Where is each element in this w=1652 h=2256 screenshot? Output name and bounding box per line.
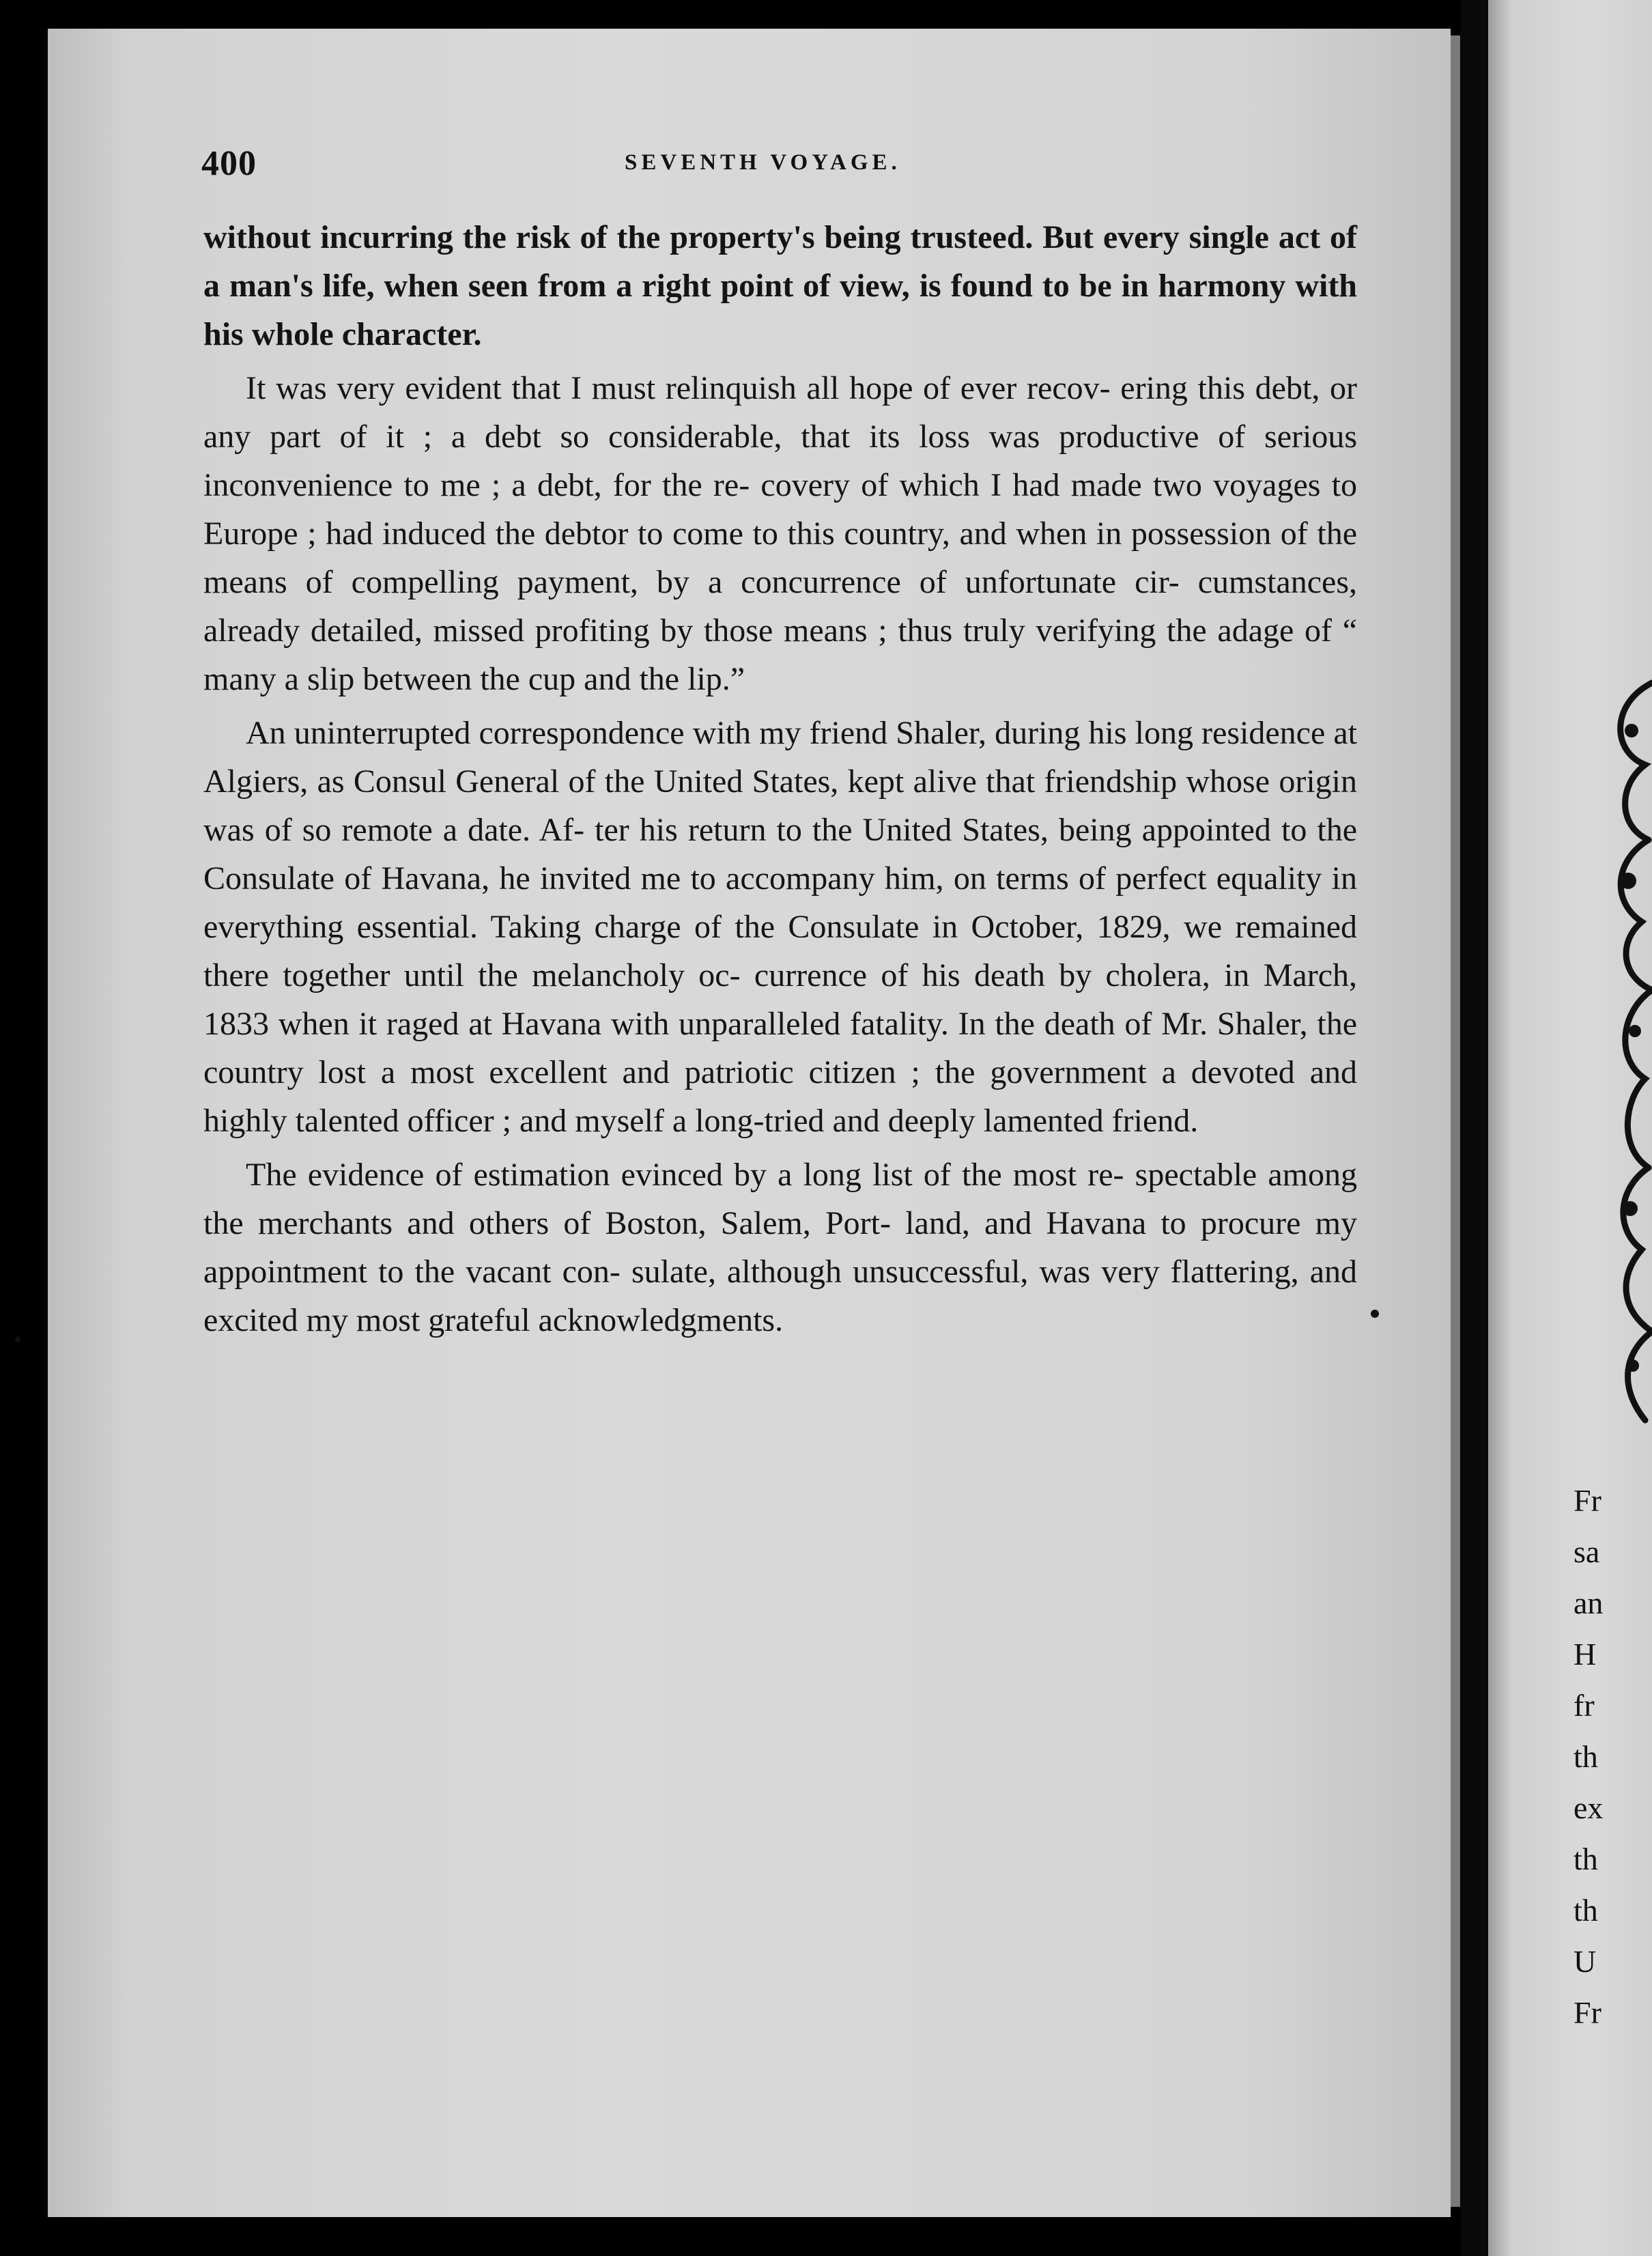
fragment-line: sa	[1573, 1534, 1600, 1569]
paragraph-shaler: An uninterrupted correspondence with my friend Shaler, during his long residence at Algiers, as Consul General of the United States, kept alive that friendship whose origin was of so remote a date. Af- ter his return to the United States, being appointed to the Consulate of Havana, he invited me to accompany him, on terms of perfect equality in everything essential. Taking charge of the Consulate in October, 1829, we remained there together until the melancholy oc- currence of his death by cholera, in March, 1833 when it raged at Havana with unparalleled fatality. In the death of Mr. Shaler, the country lost a most excellent and patriotic citizen ; the government a devoted and highly talented officer ; and myself a long-tried and deeply lamented friend.	[203, 715, 1357, 1139]
book-gutter	[1461, 0, 1488, 2256]
ink-speck	[15, 1337, 20, 1342]
fragment-line: th	[1573, 1842, 1598, 1876]
fragment-line: H	[1573, 1637, 1597, 1672]
fragment-line: an	[1573, 1585, 1604, 1620]
paragraph-appointment: The evidence of estimation evinced by a long list of the most re- spectable among the merchants and others of Boston, Salem, Port- land, and Havana to procure my appointment to the vacant con- sulate, although unsuccessful, was very flattering, and excited my most grateful acknowledgments.	[203, 1157, 1357, 1338]
fragment-line: fr	[1573, 1688, 1595, 1723]
facing-page-ornament	[1604, 676, 1652, 1434]
chapter-heading: SEVENTH VOYAGE.	[625, 150, 901, 175]
fragment-line: ex	[1573, 1790, 1604, 1825]
fragment-line: th	[1573, 1893, 1598, 1928]
facing-page-text-fragments	[1573, 1475, 1652, 2038]
fragment-line: U	[1573, 1944, 1597, 1979]
fragment-line: Fr	[1573, 1483, 1601, 1518]
fragment-line: Fr	[1573, 1995, 1601, 2030]
page-body	[203, 213, 1357, 1344]
ink-speck	[1371, 1310, 1379, 1318]
running-head	[201, 143, 1362, 191]
page-number: 400	[201, 144, 257, 183]
paragraph-continued: without incurring the risk of the property's being trusteed. But every single act of a man's life, when seen from a right point of view, is found to be in harmony with his whole character.	[203, 219, 1357, 352]
fragment-line: th	[1573, 1739, 1598, 1774]
paragraph-debt: It was very evident that I must relinquish all hope of ever recov- ering this debt, or any part of it ; a debt so considerable, that its loss was productive of serious inconvenience to me ; a debt, for the re- covery of which I had made two voyages to Europe ; had induced the debtor to come to this country, and when in possession of the means of compelling payment, by a concurrence of unfortunate cir- cumstances, already detailed, missed profiting by those means ; thus truly verifying the adage of “ many a slip between the cup and the lip.”	[203, 370, 1357, 697]
